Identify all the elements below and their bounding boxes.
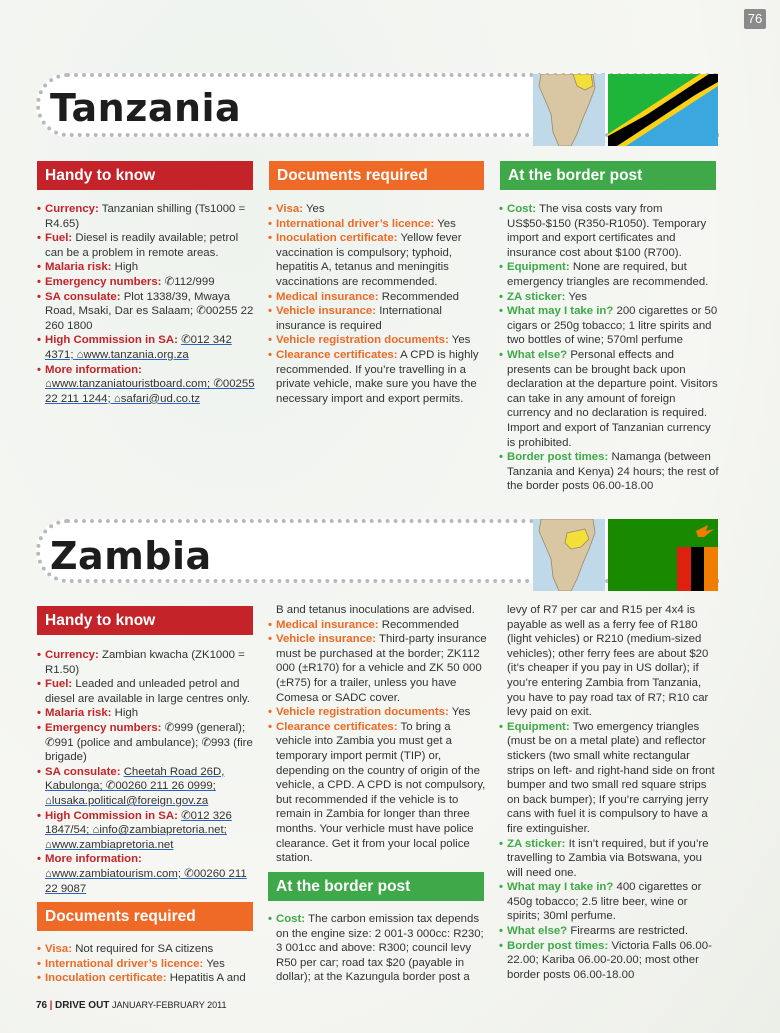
zambia-border-list-continued: [499, 603, 719, 982]
zambia-docs-header: Documents required: [37, 902, 253, 931]
list-item: • What else? Firearms are restricted.: [499, 924, 719, 939]
list-item: • Fuel: Diesel is readily available; petrol can be a problem in remote areas.: [37, 231, 257, 260]
continued-text: levy of R7 per car and R15 per 4x4 is payable as well as a ferry fee of R180 (light vehicles) or R210 (medium-sized vehicles); other ferry fees are about $20 (it’s cheaper if you pay in US dollar); if you’re entering Zambia from Tanzania, you have to pay road tax of R7; R10 car levy paid on exit.: [507, 604, 709, 719]
list-item: • Vehicle registration documents: Yes: [268, 705, 488, 720]
list-item: • Vehicle registration documents: Yes: [268, 333, 486, 348]
list-item: • Border post times: Victoria Falls 06.00-22.00; Kariba 06.00-20.00; most other border posts 06.00-18.00: [499, 939, 719, 983]
footer-magazine: DRIVE OUT: [54, 1000, 110, 1011]
list-item: • SA consulate: Cheetah Road 26D, Kabulonga; ✆00260 211 26 0999; ⌂lusaka.political@foreign.gov.za: [37, 765, 257, 809]
list-item: • Currency: Tanzanian shilling (Ts1000 = R4.65): [37, 202, 257, 231]
list-item: • Cost: The visa costs vary from US$50-$150 (R350-R1050). Temporary import and export certificates and insurance cost about $100 (R700).: [499, 202, 719, 260]
zambia-handy-header: Handy to know: [37, 606, 253, 635]
page-footer: 76 | DRIVE OUT JANUARY-FEBRUARY 2011: [36, 1000, 227, 1011]
list-item: • More information: ⌂www.zambiatourism.com; ✆00260 211 22 9087: [37, 852, 257, 896]
list-item: • Malaria risk: High: [37, 260, 257, 275]
list-item: • Equipment: None are required, but emergency triangles are recommended.: [499, 260, 719, 289]
list-item: • ZA sticker: It isn’t required, but if you’re travelling to Zambia via Botswana, you will need one.: [499, 837, 719, 881]
zambia-border-list: [268, 912, 488, 985]
list-item: • Emergency numbers: ✆999 (general); ✆991 (police and ambulance); ✆993 (fire brigade): [37, 721, 257, 765]
list-item: • Currency: Zambian kwacha (ZK1000 = R1.50): [37, 648, 257, 677]
list-item: • More information: ⌂www.tanzaniatouristboard.com; ✆00255 22 211 1244; ⌂safari@ud.co.tz: [37, 363, 257, 407]
link[interactable]: ✆012 342 4371; ⌂www.tanzania.org.za: [45, 334, 232, 361]
list-item: • Inoculation certificate: Yellow fever vaccination is compulsory; typhoid, hepatitis A, tetanus and meningitis vaccinations are recommended.: [268, 231, 486, 289]
list-item: • ZA sticker: Yes: [499, 290, 719, 305]
list-item: • International driver’s licence: Yes: [268, 217, 486, 232]
zambia-title: Zambia: [50, 534, 212, 578]
tanzania-flag: [608, 74, 718, 146]
list-item: • International driver’s licence: Yes: [37, 957, 257, 972]
footer-page-number: 76: [36, 1000, 48, 1011]
list-item: • Medical insurance: Recommended: [268, 618, 488, 633]
continued-text: B and tetanus inoculations are advised.: [276, 604, 475, 616]
zambia-flag: [608, 519, 718, 591]
link[interactable]: ⌂www.zambiatourism.com; ✆00260 211 22 9087: [45, 867, 247, 895]
list-item: • Visa: Yes: [268, 202, 486, 217]
tanzania-docs-list: [268, 202, 486, 406]
zambia-africa-map: [533, 519, 605, 591]
zambia-handy-list: [37, 648, 257, 896]
list-item: • Cost: The carbon emission tax depends on the engine size: 2 001-3 000cc: R230; 3 001cc and above: R300; council levy R50 per car; road tax $20 (payable in dollar); at the Kazungula border post a: [268, 912, 488, 985]
list-item: • Vehicle insurance: Third-party insurance must be purchased at the border; ZK112 000 (±R170) for a vehicle and ZK 50 000 (±R75) for a trailer, unless you have Comesa or SADC cover.: [268, 632, 488, 705]
zambia-border-header: At the border post: [268, 872, 484, 901]
list-item: • Visa: Not required for SA citizens: [37, 942, 257, 957]
tanzania-border-header: At the border post: [500, 161, 716, 190]
list-item: • What may I take in? 400 cigarettes or 450g tobacco; 2.5 litre beer, wine or spirits; 30ml perfume.: [499, 880, 719, 924]
link[interactable]: ✆012 326 1847/54; ⌂info@zambiapretoria.net; ⌂www.zambiapretoria.net: [45, 809, 232, 851]
zambia-docs-list: [37, 942, 257, 986]
link[interactable]: ⌂www.tanzaniatouristboard.com; ✆00255 22 211 1244; ⌂safari@ud.co.tz: [45, 378, 255, 405]
list-item: • Vehicle insurance: International insurance is required: [268, 304, 486, 333]
list-item: • Clearance certificates: To bring a vehicle into Zambia you must get a temporary import permit (TIP) or, depending on the country of origin of the vehicle, a CPD. A CPD is not compulsory, but recommended if the vehicle is to remain in Zambia for longer than three months. Your verhicle must have police clearance. Get it from your local police station.: [268, 720, 488, 866]
zambia-docs-list-continued: [268, 603, 488, 866]
list-item: • What may I take in? 200 cigarettes or 50 cigars or 250g tobacco; 1 litre spirits and two bottles of wine; 570ml perfume: [499, 304, 719, 348]
list-item: • What else? Personal effects and presents can be brought back upon declaration at the departure point. Visitors can take in any amount of foreign currency and no declaration is required. Import and export of Tanzanian currency is prohibited.: [499, 348, 719, 450]
tanzania-border-list: [499, 202, 719, 494]
link[interactable]: Cheetah Road 26D, Kabulonga; ✆00260 211 26 0999; ⌂lusaka.political@foreign.gov.za: [45, 765, 225, 807]
tanzania-title: Tanzania: [50, 86, 242, 130]
list-item: • Fuel: Leaded and unleaded petrol and diesel are available in large centres only.: [37, 677, 257, 706]
list-item: • High Commission in SA: ✆012 326 1847/54; ⌂info@zambiapretoria.net; ⌂www.zambiapretoria.net: [37, 809, 257, 853]
tanzania-docs-header: Documents required: [269, 161, 484, 190]
list-item: • Border post times: Namanga (between Tanzania and Kenya) 24 hours; the rest of the border posts 06.00-18.00: [499, 450, 719, 494]
list-item: • Malaria risk: High: [37, 706, 257, 721]
list-item: • Clearance certificates: A CPD is highly recommended. If you’re travelling in a private vehicle, make sure you have the necessary import and export permits.: [268, 348, 486, 406]
list-item: • Equipment: Two emergency triangles (must be on a metal plate) and reflector stickers (two small white rectangular strips on left- and right-hand side on front bumper and two small red square strips on back bumper); If you’re carrying jerry cans with fuel it is compulsory to have a fire extinguisher.: [499, 720, 719, 837]
page-number-badge: 76: [744, 9, 766, 29]
list-item: • SA consulate: Plot 1338/39, Mwaya Road, Msaki, Dar es Salaam; ✆00255 22 260 1800: [37, 290, 257, 334]
list-item: • Inoculation certificate: Hepatitis A and: [37, 971, 257, 986]
tanzania-africa-map: [533, 74, 605, 146]
list-item: • High Commission in SA: ✆012 342 4371; ⌂www.tanzania.org.za: [37, 333, 257, 362]
footer-issue: JANUARY-FEBRUARY 2011: [111, 1000, 227, 1010]
list-item: • Emergency numbers: ✆112/999: [37, 275, 257, 290]
list-item: • Medical insurance: Recommended: [268, 290, 486, 305]
tanzania-handy-header: Handy to know: [37, 161, 253, 190]
tanzania-handy-list: [37, 202, 257, 406]
